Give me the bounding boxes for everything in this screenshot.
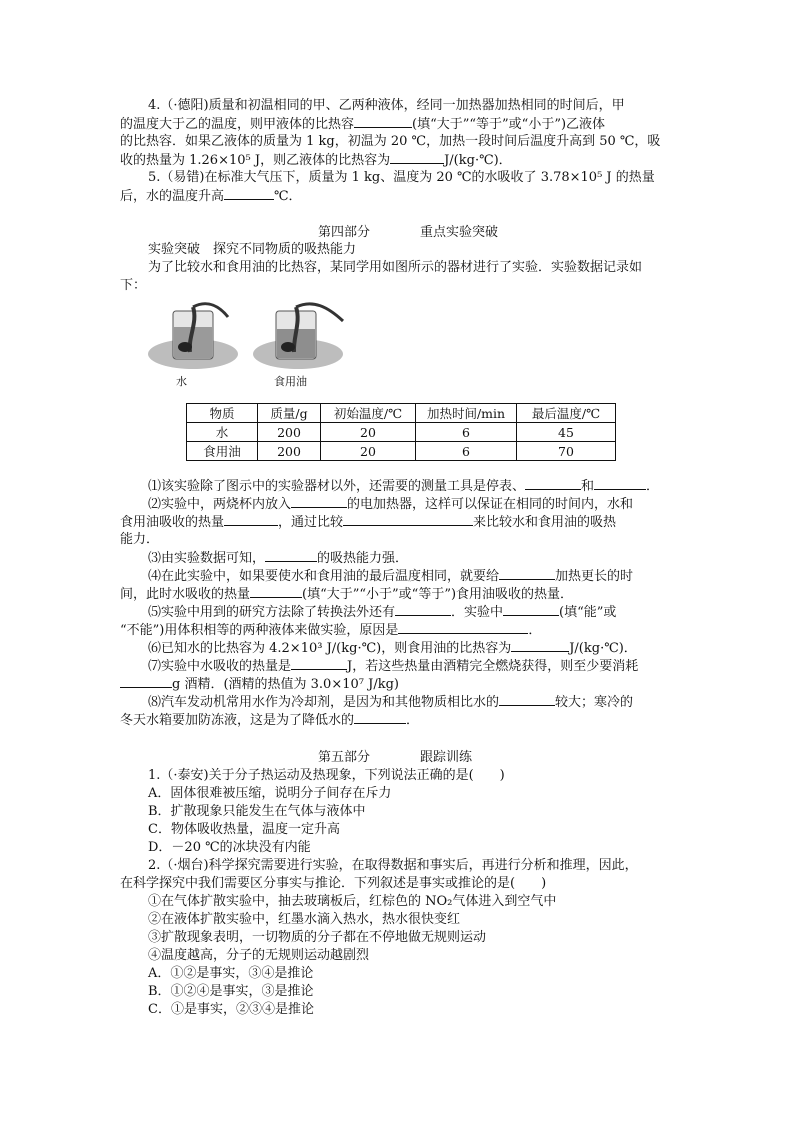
table-cell: 6	[416, 442, 517, 461]
sub-question-5	[148, 603, 616, 622]
answer-blank	[343, 513, 473, 526]
sub-text: 加热更长的时	[555, 569, 634, 584]
sub-question-2-end: 能力．	[120, 532, 160, 547]
t2-option-b: B．①②④是事实，③是推论	[148, 984, 314, 999]
t2-item-4: ④温度越高，分子的无规则运动越剧烈	[148, 948, 370, 963]
sub-text: ⑶由实验数据可知，	[148, 551, 266, 566]
beakers-figure	[148, 297, 378, 389]
answer-blank	[224, 187, 274, 200]
answer-blank	[120, 675, 172, 688]
sub-text: 的吸热能力强．	[317, 551, 409, 566]
data-table	[186, 403, 616, 461]
table-cell: 食用油	[187, 442, 258, 461]
t1-option-a: A．固体很难被压缩，说明分子间存在斥力	[148, 786, 392, 801]
t1-stem: 1.（·泰安)关于分子热运动及热现象，下列说法正确的是( )	[148, 768, 505, 783]
table-cell: 水	[187, 423, 258, 442]
t2-item-3: ③扩散现象表明，一切物质的分子都在不停地做无规则运动	[148, 930, 487, 945]
sub-question-8	[148, 693, 633, 712]
table-header: 最后温度/℃	[517, 404, 616, 423]
q5-text: 后，水的温度升高	[120, 189, 225, 204]
part4-subtitle: 重点实验突破	[420, 225, 499, 240]
sub-text: ⑴该实验除了图示中的实验器材以外，还需要的测量工具是停表、	[148, 479, 526, 494]
sub-text: (填“能”或	[559, 605, 617, 620]
q4-text: 的温度大于乙的温度，则甲液体的比热容	[120, 117, 355, 132]
sub-text: 和	[581, 479, 595, 494]
answer-blank	[250, 585, 302, 598]
table-cell: 200	[258, 423, 321, 442]
t2-option-a: A．①②是事实，③④是推论	[148, 966, 314, 981]
sub-text: 冬天水箱要加防冻液，这是为了降低水的	[120, 713, 355, 728]
sub-question-6	[148, 639, 637, 658]
sub-question-7	[148, 657, 638, 676]
table-cell: 20	[321, 442, 416, 461]
q5-text: ℃．	[274, 189, 302, 204]
sub-text: ⑻汽车发动机常用水作为冷却剂，是因为和其他物质相比水的	[148, 695, 500, 710]
answer-blank	[265, 549, 317, 562]
answer-blank	[390, 151, 444, 164]
experiment-title: 实验突破 探究不同物质的吸热能力	[148, 242, 357, 257]
t2-stem-2: 在科学探究中我们需要区分事实与推论．下列叙述是事实或推论的是( )	[120, 876, 547, 891]
answer-blank	[525, 477, 581, 490]
answer-blank	[291, 657, 347, 670]
sub-question-3	[148, 549, 408, 568]
answer-blank	[503, 603, 559, 616]
sub-question-2	[148, 495, 633, 514]
sub-question-4	[148, 567, 633, 586]
answer-blank	[291, 495, 347, 508]
sub-text: J/(kg·℃)．	[569, 641, 637, 656]
t2-option-c: C．①是事实，②③④是推论	[148, 1002, 314, 1017]
t1-option-b: B．扩散现象只能发生在气体与液体中	[148, 804, 366, 819]
table-cell: 70	[517, 442, 616, 461]
q4-line-3: 的比热容．如果乙液体的质量为 1 kg，初温为 20 ℃，加热一段时间后温度升高到 50 ℃，吸	[120, 134, 661, 149]
sub-text: 间，此时水吸收的热量	[120, 587, 251, 602]
part5-title: 第五部分	[318, 750, 371, 765]
table-cell: 6	[416, 423, 517, 442]
table-header-row	[187, 404, 616, 423]
sub-text: 来比较水和食用油的吸热	[473, 515, 617, 530]
table-header: 初始温度/℃	[321, 404, 416, 423]
q4-line-4	[120, 151, 512, 170]
part4-title: 第四部分	[318, 225, 371, 240]
table-header: 加热时间/min	[416, 404, 517, 423]
q4-text: J/(kg·℃)．	[444, 153, 512, 168]
t2-item-2: ②在液体扩散实验中，红墨水滴入热水，热水很快变红	[148, 912, 461, 927]
q4-text: 收的热量为 1.26×10⁵ J，则乙液体的比热容为	[120, 153, 391, 168]
q5-line-1: 5.（易错)在标准大气压下，质量为 1 kg、温度为 20 ℃的水吸收了 3.78×10⁵ J 的热量	[148, 170, 655, 185]
q4-line-1: 4.（·德阳)质量和初温相同的甲、乙两种液体，经同一加热器加热相同的时间后，甲	[148, 98, 625, 113]
q5-line-2	[120, 187, 302, 206]
sub-text: ．	[646, 479, 660, 494]
answer-blank	[594, 477, 646, 490]
figure-label-water: 水	[176, 375, 187, 388]
sub-question-4-cont	[120, 585, 573, 604]
figure-label-oil: 食用油	[274, 375, 307, 388]
sub-text: ⑵实验中，两烧杯内放入	[148, 497, 292, 512]
part5-subtitle: 跟踪训练	[420, 750, 473, 765]
answer-blank	[398, 621, 528, 634]
t1-option-c: C．物体吸收热量，温度一定升高	[148, 822, 340, 837]
sub-text: ⑷在此实验中，如果要使水和食用油的最后温度相同，就要给	[148, 569, 500, 584]
table-cell: 45	[517, 423, 616, 442]
table-cell: 200	[258, 442, 321, 461]
experiment-intro-2: 下：	[120, 278, 147, 293]
t1-option-d: D．－20 ℃的冰块没有内能	[148, 840, 311, 855]
sub-text: ．实验中	[451, 605, 504, 620]
table-row	[187, 423, 616, 442]
sub-question-5-cont	[120, 621, 541, 640]
answer-blank	[499, 693, 555, 706]
experiment-intro-1: 为了比较水和食用油的比热容，某同学用如图所示的器材进行了实验．实验数据记录如	[148, 260, 643, 275]
answer-blank	[395, 603, 451, 616]
sub-text: J，若这些热量由酒精完全燃烧获得，则至少要消耗	[347, 659, 639, 674]
table-row	[187, 442, 616, 461]
sub-question-8-cont	[120, 711, 419, 730]
sub-text: ⑹已知水的比热容为 4.2×10³ J/(kg·℃)，则食用油的比热容为	[148, 641, 512, 656]
sub-text: ．	[528, 623, 542, 638]
sub-text: (填“大于”“小于”或“等于”)食用油吸收的热量．	[302, 587, 574, 602]
answer-blank	[354, 115, 412, 128]
q4-text: (填“大于”“等于”或“小于”)乙液体	[412, 117, 606, 132]
sub-question-1	[148, 477, 659, 496]
answer-blank	[224, 513, 278, 526]
q4-line-2	[120, 115, 605, 134]
answer-blank	[511, 639, 569, 652]
t2-stem-1: 2.（·烟台)科学探究需要进行实验，在取得数据和事实后，再进行分析和推理，因此，	[148, 858, 638, 873]
sub-text: 较大；寒冷的	[555, 695, 634, 710]
sub-text: ⑺实验中水吸收的热量是	[148, 659, 292, 674]
table-cell: 20	[321, 423, 416, 442]
sub-text: ．	[406, 713, 420, 728]
answer-blank	[354, 711, 406, 724]
sub-text: ，通过比较	[278, 515, 344, 530]
answer-blank	[499, 567, 555, 580]
sub-question-7-cont	[120, 675, 399, 694]
sub-text: 的电加热器，这样可以保证在相同的时间内，水和	[347, 497, 634, 512]
table-header: 物质	[187, 404, 258, 423]
sub-question-2-cont	[120, 513, 616, 532]
sub-text: g 酒精．(酒精的热值为 3.0×10⁷ J/kg)	[172, 677, 399, 692]
sub-text: ⑸实验中用到的研究方法除了转换法外还有	[148, 605, 396, 620]
sub-text: 食用油吸收的热量	[120, 515, 225, 530]
table-header: 质量/g	[258, 404, 321, 423]
t2-item-1: ①在气体扩散实验中，抽去玻璃板后，红棕色的 NO₂气体进入到空气中	[148, 894, 557, 909]
sub-text: “不能”)用体积相等的两种液体来做实验，原因是	[120, 623, 399, 638]
